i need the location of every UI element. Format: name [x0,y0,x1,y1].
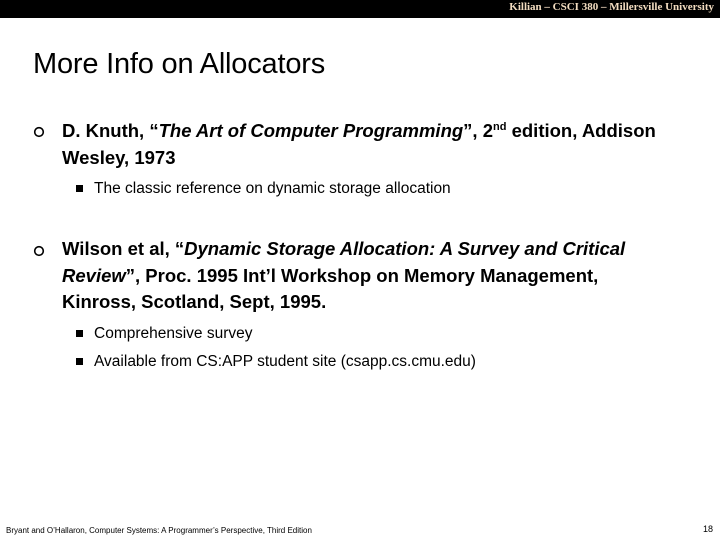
course-header: Killian – CSCI 380 – Millersville University [509,1,714,13]
header-bar [0,0,720,18]
knuth-note: The classic reference on dynamic storage allocation [94,180,451,197]
reference-wilson [62,236,642,316]
wilson-part-1: Wilson et al, “ [62,238,185,259]
slide-title: More Info on Allocators [33,48,325,80]
wilson-note-1: Comprehensive survey [94,325,253,342]
footer-citation: Bryant and O’Hallaron, Computer Systems: A Programmer’s Perspective, Third Edition [6,526,312,535]
reference-knuth [62,118,702,171]
bullet-1-icon [33,123,49,139]
bullet-2-icon [33,242,49,258]
sub-bullet-1-1-icon [76,185,83,192]
knuth-part-3: ”, 2 [463,120,493,141]
wilson-paper-title: Dynamic Storage Allocation: A Survey and Critical Review [62,238,626,286]
page-number: 18 [702,524,713,534]
knuth-part-1: D. Knuth, “ [62,120,159,141]
sub-bullet-2-2-icon [76,358,83,365]
knuth-part-5: edition, Addison Wesley, 1973 [62,120,656,168]
sub-bullet-2-1-icon [76,330,83,337]
knuth-book-title: The Art of Computer Programming [158,120,464,141]
wilson-part-3: ”, Proc. 1995 Int’l Workshop on Memory Management, Kinross, Scotland, Sept, 1995. [62,264,599,312]
knuth-superscript: nd [493,121,507,133]
wilson-note-2: Available from CS:APP student site (csapp.cs.cmu.edu) [94,353,476,370]
